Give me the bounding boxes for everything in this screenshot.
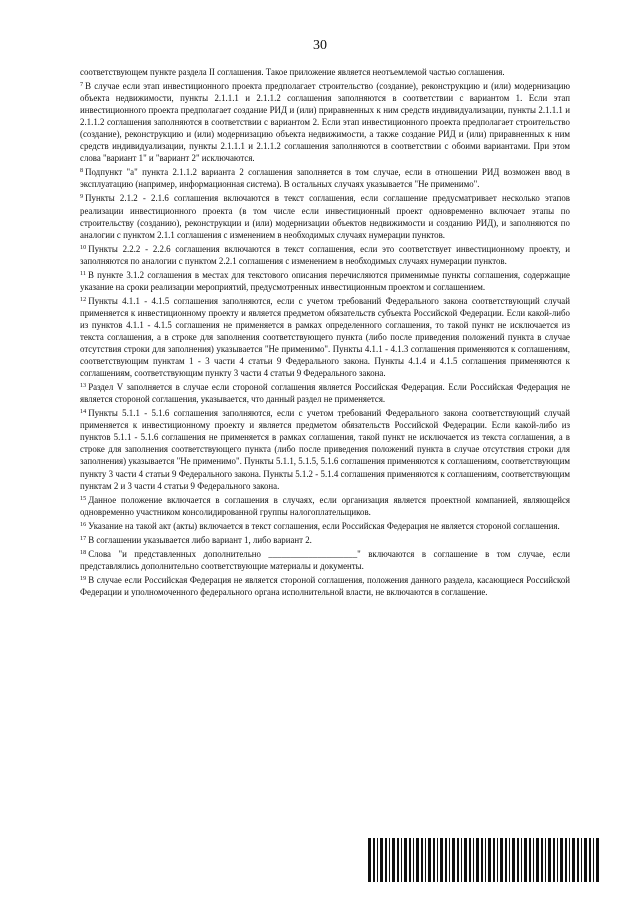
footnote-11 (80, 268, 570, 293)
footnote-number: 11 (80, 269, 86, 277)
footnote-8 (80, 165, 570, 190)
footnote-number: 12 (80, 295, 87, 303)
footnote-text: Указание на такой акт (акты) включается в текст соглашения, если Российская Федерация не является стороной соглашения. (88, 520, 560, 531)
footnote-text: Пункты 2.1.2 - 2.1.6 соглашения включаются в текст соглашения, если соглашение предусматривает несколько этапов реализации инвестиционного проекта (в том числе если инвестиционный проект одновременно включает этапы по строительству (созданию), реконструкции и (или) модернизации объектов недвижимости и созданию РИД), и заполняются по аналогии с пунктом 2.1.1 соглашения с изменением в необходимых случаях нумерации пунктов. (80, 193, 570, 240)
page-number: 30 (313, 38, 327, 53)
footnote-text: Раздел V заполняется в случае если стороной соглашения является Российская Федерация. Если Российская Федерация не является стороной соглашения, указывается, что данный раздел не применяется. (80, 382, 570, 405)
footnote-number: 16 (80, 520, 87, 528)
footnote-10 (80, 242, 570, 267)
footnote-text: Слова "и представленных дополнительно ____________________" включаются в соглашение в том случае, если представлялись дополнительно соответствующие материалы и документы. (80, 548, 570, 571)
footnotes-section (80, 66, 570, 599)
footnote-number: 18 (80, 548, 87, 556)
footnote-number: 10 (80, 243, 87, 251)
footnote-number: 14 (80, 408, 87, 416)
footnote-number: 15 (80, 494, 87, 502)
footnote-text: Пункты 4.1.1 - 4.1.5 соглашения заполняются, если с учетом требований Федерального закона соответствующий случай применяется к инвестиционному проекту и является предметом обязательств субъекта Российской Федерации. Если какой-либо из пунктов 4.1.1 - 4.1.5 соглашения не применяется в рамках определенного соглашения, то такой пункт не исключается из текста соглашения, а в строке для заполнения соответствующего пункта (либо после приведения положений пункта в случае отсутствия строки для заполнения) указывается "Не применимо". Пункты 4.1.1 - 4.1.3 соглашения применяются к соглашениям, соответствующим пунктам 1 - 3 части 4 статьи 9 Федерального закона. Пункты 4.1.4 и 4.1.5 соглашения применяются к соглашениям, соответствующим пункту 3 части 4 статьи 9 Федерального закона. (80, 295, 570, 379)
footnote-text: Подпункт "а" пункта 2.1.1.2 варианта 2 соглашения заполняется в том случае, если в отношении РИД возможен ввод в эксплуатацию (например, информационная система). В остальных случаях указывается "Не применимо". (80, 167, 570, 190)
footnote-text: Пункты 5.1.1 - 5.1.6 соглашения заполняются, если с учетом требований Федерального закона соответствующий случай применяется к инвестиционному проекту и является предметом обязательств Российской Федерации. Если какой-либо из пунктов 5.1.1 - 5.1.6 соглашения не применяется в рамках соглашения, такой пункт не исключается из текста соглашения, а в строке для заполнения соответствующего пункта (либо после приведения положений пункта в случае отсутствия строки для заполнения) указывается "Не применимо". Пункты 5.1.1, 5.1.5, 5.1.6 соглашения применяются к соглашениям, соответствующим пункту 3 части 4 статьи 9 Федерального закона. Пункты 5.1.2 - 5.1.4 соглашения применяются к соглашениям, соответствующим пунктам 2 и 3 части 4 статьи 9 Федерального закона. (80, 408, 570, 491)
footnote-17 (80, 533, 570, 546)
footnote-9 (80, 191, 570, 240)
footnote-number: 9 (80, 193, 84, 201)
barcode-graphic (368, 838, 600, 882)
footnote-13 (80, 380, 570, 405)
footnote-text: В пункте 3.1.2 соглашения в местах для текстового описания перечисляются применимые пункты соглашения, содержащие указание на сроки реализации мероприятий, предусмотренных инвестиционным проектом и соглашением. (80, 269, 570, 292)
footnote-number: 8 (80, 167, 84, 175)
footnote-16 (80, 519, 570, 532)
footnote-number: 7 (80, 81, 84, 89)
footnote-15 (80, 493, 570, 518)
footnote-text: Пункты 2.2.2 - 2.2.6 соглашения включаются в текст соглашения, если это соответствует инвестиционному проекту, и заполняются по аналогии с пунктом 2.2.1 соглашения с изменением в необходимых случаях нумерации пунктов. (80, 243, 570, 266)
footnote-number: 17 (80, 534, 87, 542)
footnote-text: В соглашении указывается либо вариант 1, либо вариант 2. (88, 534, 312, 545)
footnote-text: соответствующем пункте раздела II соглашения. Такое приложение является неотъемлемой частью соглашения. (80, 67, 505, 77)
document-barcode (368, 838, 600, 882)
footnote-12 (80, 294, 570, 379)
footnote-19 (80, 573, 570, 598)
footnote-text: Данное положение включается в соглашения в случаях, если организация является проектной компанией, являющейся одновременно участником консолидированной группы налогоплательщиков. (80, 494, 570, 517)
footnote-number: 13 (80, 382, 87, 390)
footnote-text: В случае если Российская Федерация не является стороной соглашения, положения данного раздела, касающиеся Российской Федерации и уполномоченного федерального органа исполнительной власти, не включаются в соглашение. (80, 574, 570, 597)
footnote-7 (80, 79, 570, 164)
footnote-18 (80, 547, 570, 572)
footnote-number: 19 (80, 574, 87, 582)
footnote-text: В случае если этап инвестиционного проекта предполагает строительство (создание), реконструкцию и (или) модернизацию объекта недвижимости, пункты 2.1.1.1 и 2.1.1.2 соглашения заполняются в соответствии с вариантом 1. Если этап инвестиционного проекта предполагает создание РИД и (или) приравненных к ним средств индивидуализации, пункты 2.1.1.1 и 2.1.1.2 соглашения заполняются в соответствии с вариантом 2. Если этап инвестиционного проекта предполагает строительство (создание), реконструкцию и (или) модернизацию объекта недвижимости, а также создание РИД и (или) приравненных к ним средств индивидуализации, пункты 2.1.1.1 и 2.1.1.2 соглашения заполняются в соответствии с обоими вариантами. При этом слова "вариант 1" и "вариант 2" исключаются. (80, 81, 570, 164)
footnote-continuation (80, 66, 570, 78)
footnote-14 (80, 406, 570, 491)
